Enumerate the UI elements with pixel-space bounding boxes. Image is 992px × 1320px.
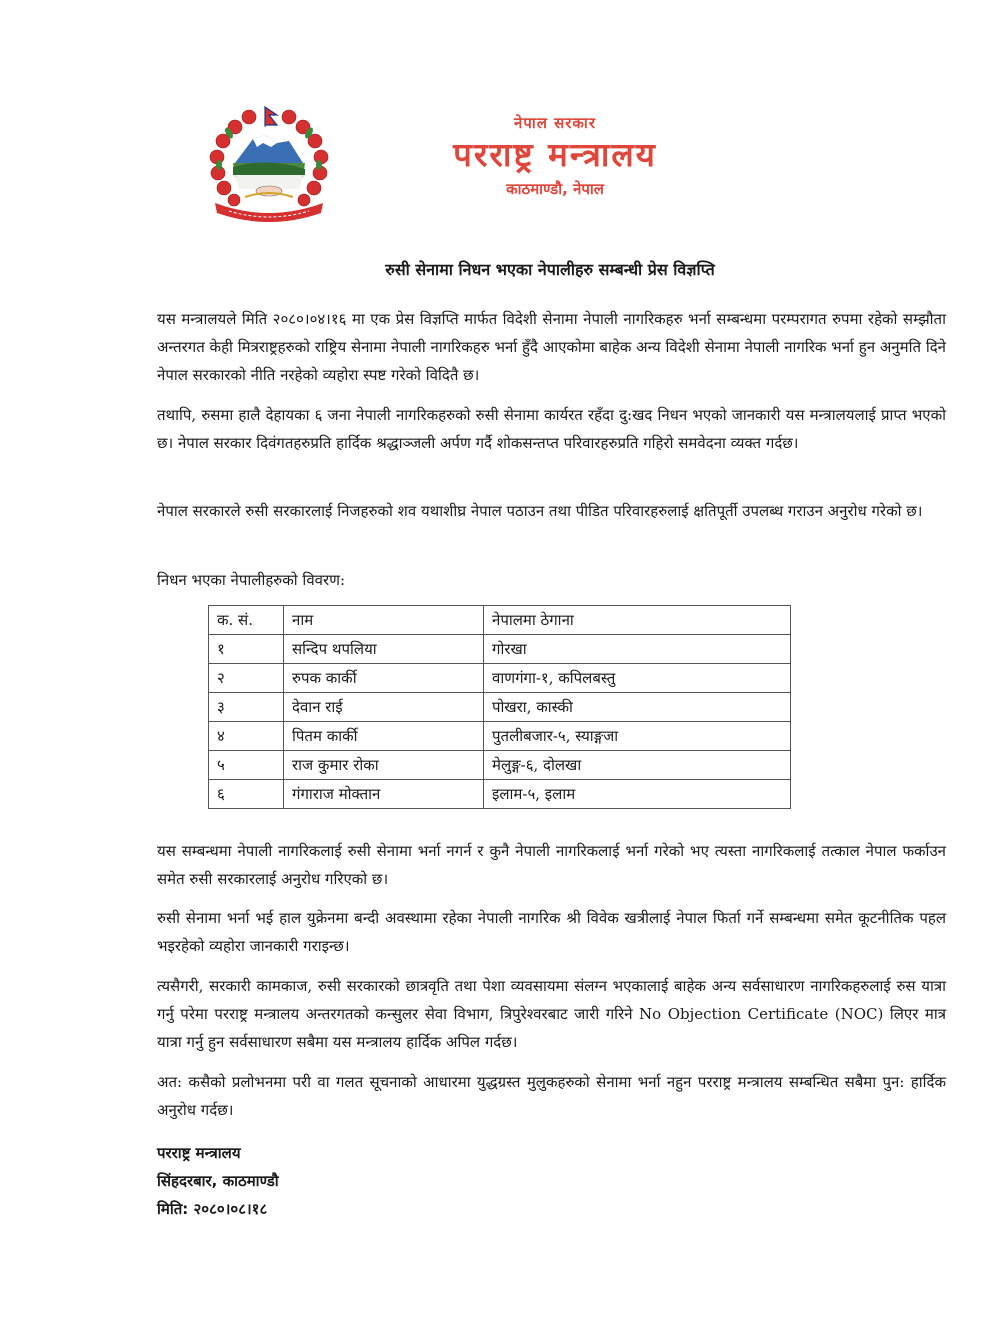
cell-address: पोखरा, कास्की: [484, 693, 791, 722]
table-row: [209, 635, 791, 664]
cell-serial: ५: [209, 751, 284, 780]
signoff-office: परराष्ट्र मन्त्रालय: [157, 1144, 241, 1162]
table-row: [209, 751, 791, 780]
paragraph-noc-appeal: त्यसैगरी, सरकारी कामकाज, रुसी सरकारको छात्रवृति तथा पेशा व्यवसायमा संलग्न भएकालाई बाहेक अन्य सर्वसाधारण नागरिकहरुलाई रुस यात्रा गर्नु परेमा परराष्ट्र मन्त्रालय अन्तरगतको कन्सुलर सेवा विभाग, त्रिपुरेश्वरबाट जारी गरिने No Objection Certificate (NOC) लिएर मात्र यात्रा गर्नु हुन सर्वसाधारण सबैमा यस मन्त्रालय हार्दिक अपिल गर्दछ।: [157, 977, 946, 1051]
cell-serial: ६: [209, 780, 284, 809]
letterhead: [200, 105, 740, 230]
paragraph-request: नेपाल सरकारले रुसी सरकारलाई निजहरुको शव यथाशीघ्र नेपाल पठाउन तथा पीडित परिवारहरुलाई क्षतिपूर्ती उपलब्ध गराउन अनुरोध गरेको छ।: [157, 502, 923, 520]
paragraph-final-appeal: अत: कसैको प्रलोभनमा परी वा गलत सूचनाको आधारमा युद्धग्रस्त मुलुकहरुको सेनामा भर्ना नहुन परराष्ट्र मन्त्रालय सम्बन्धित सबैमा पुन: हार्दिक अनुरोध गर्दछ।: [157, 1073, 946, 1119]
cell-name: पितम कार्की: [284, 722, 484, 751]
table-row: [209, 693, 791, 722]
cell-name: देवान राई: [284, 693, 484, 722]
paragraph-background: यस मन्त्रालयले मिति २०८०।०४।१६ मा एक प्रेस विज्ञप्ति मार्फत विदेशी सेनामा नेपाली नागरिकहरु भर्ना सम्बन्धमा परम्परागत रुपमा रहेको सम्झौता अन्तरगत केही मित्रराष्ट्रहरुको राष्ट्रिय सेनामा नेपाली नागरिकहरु भर्ना हुँदै आएकोमा बाहेक अन्य विदेशी सेनामा नेपाली नागरिक भर्ना हुन अनुमति दिने नेपाल सरकारको नीति नरहेको व्यहोरा स्पष्ट गरेको विदितै छ।: [157, 310, 946, 384]
header-serial: क. सं.: [209, 606, 284, 635]
cell-serial: २: [209, 664, 284, 693]
organization-header: [390, 113, 720, 199]
paragraph-condolence: तथापि, रुसमा हालै देहायका ६ जना नेपाली नागरिकहरुको रुसी सेनामा कार्यरत रहँदा दु:खद निधन भएको जानकारी यस मन्त्रालयलाई प्राप्त भएको छ। नेपाल सरकार दिवंगतहरुप्रति हार्दिक श्रद्धाञ्जली अर्पण गर्दै शोकसन्तप्त परिवारहरुप्रति गहिरो समवेदना व्यक्त गर्दछ।: [157, 406, 946, 452]
paragraph-repatriation: यस सम्बन्धमा नेपाली नागरिकलाई रुसी सेनामा भर्ना नगर्न र कुनै नेपाली नागरिकलाई भर्ना गरेको भए त्यस्ता नागरिकलाई तत्काल नेपाल फर्काउन समेत रुसी सरकारलाई अनुरोध गरिएको छ।: [157, 842, 946, 888]
table-caption: निधन भएका नेपालीहरुको विवरण:: [157, 571, 346, 589]
ministry-location: काठमाण्डौ, नेपाल: [506, 180, 604, 199]
cell-address: गोरखा: [484, 635, 791, 664]
table-row: [209, 722, 791, 751]
table-header-row: [209, 606, 791, 635]
header-address: नेपालमा ठेगाना: [484, 606, 791, 635]
deceased-table: [208, 605, 791, 809]
ministry-name: परराष्ट्र मन्त्रालय: [453, 135, 657, 174]
table-row: [209, 780, 791, 809]
cell-address: इलाम-५, इलाम: [484, 780, 791, 809]
cell-name: राज कुमार रोका: [284, 751, 484, 780]
header-name: नाम: [284, 606, 484, 635]
government-name: नेपाल सरकार: [514, 114, 596, 132]
paragraph-prisoner: रुसी सेनामा भर्ना भई हाल युक्रेनमा बन्दी अवस्थामा रहेका नेपाली नागरिक श्री विवेक खत्रीलाई नेपाल फिर्ता गर्ने सम्बन्धमा समेत कूटनीतिक पहल भइरहेको व्यहोरा जानकारी गराइन्छ।: [157, 909, 946, 955]
press-release-title: रुसी सेनामा निधन भएका नेपालीहरु सम्बन्धी प्रेस विज्ञप्ति: [385, 260, 715, 279]
cell-serial: १: [209, 635, 284, 664]
table-row: [209, 664, 791, 693]
signoff-date: मिति: २०८०।०८।१८: [157, 1200, 268, 1218]
cell-name: सन्दिप थपलिया: [284, 635, 484, 664]
signoff-address: सिंहदरबार, काठमाण्डौ: [157, 1172, 279, 1190]
cell-name: गंगाराज मोक्तान: [284, 780, 484, 809]
cell-address: वाणगंगा-१, कपिलबस्तु: [484, 664, 791, 693]
cell-address: पुतलीबजार-५, स्याङ्गजा: [484, 722, 791, 751]
signoff-block: [157, 1139, 279, 1223]
nepal-emblem-icon: [205, 105, 333, 227]
cell-serial: ३: [209, 693, 284, 722]
cell-serial: ४: [209, 722, 284, 751]
cell-name: रुपक कार्की: [284, 664, 484, 693]
cell-address: मेलुङ्ग-६, दोलखा: [484, 751, 791, 780]
